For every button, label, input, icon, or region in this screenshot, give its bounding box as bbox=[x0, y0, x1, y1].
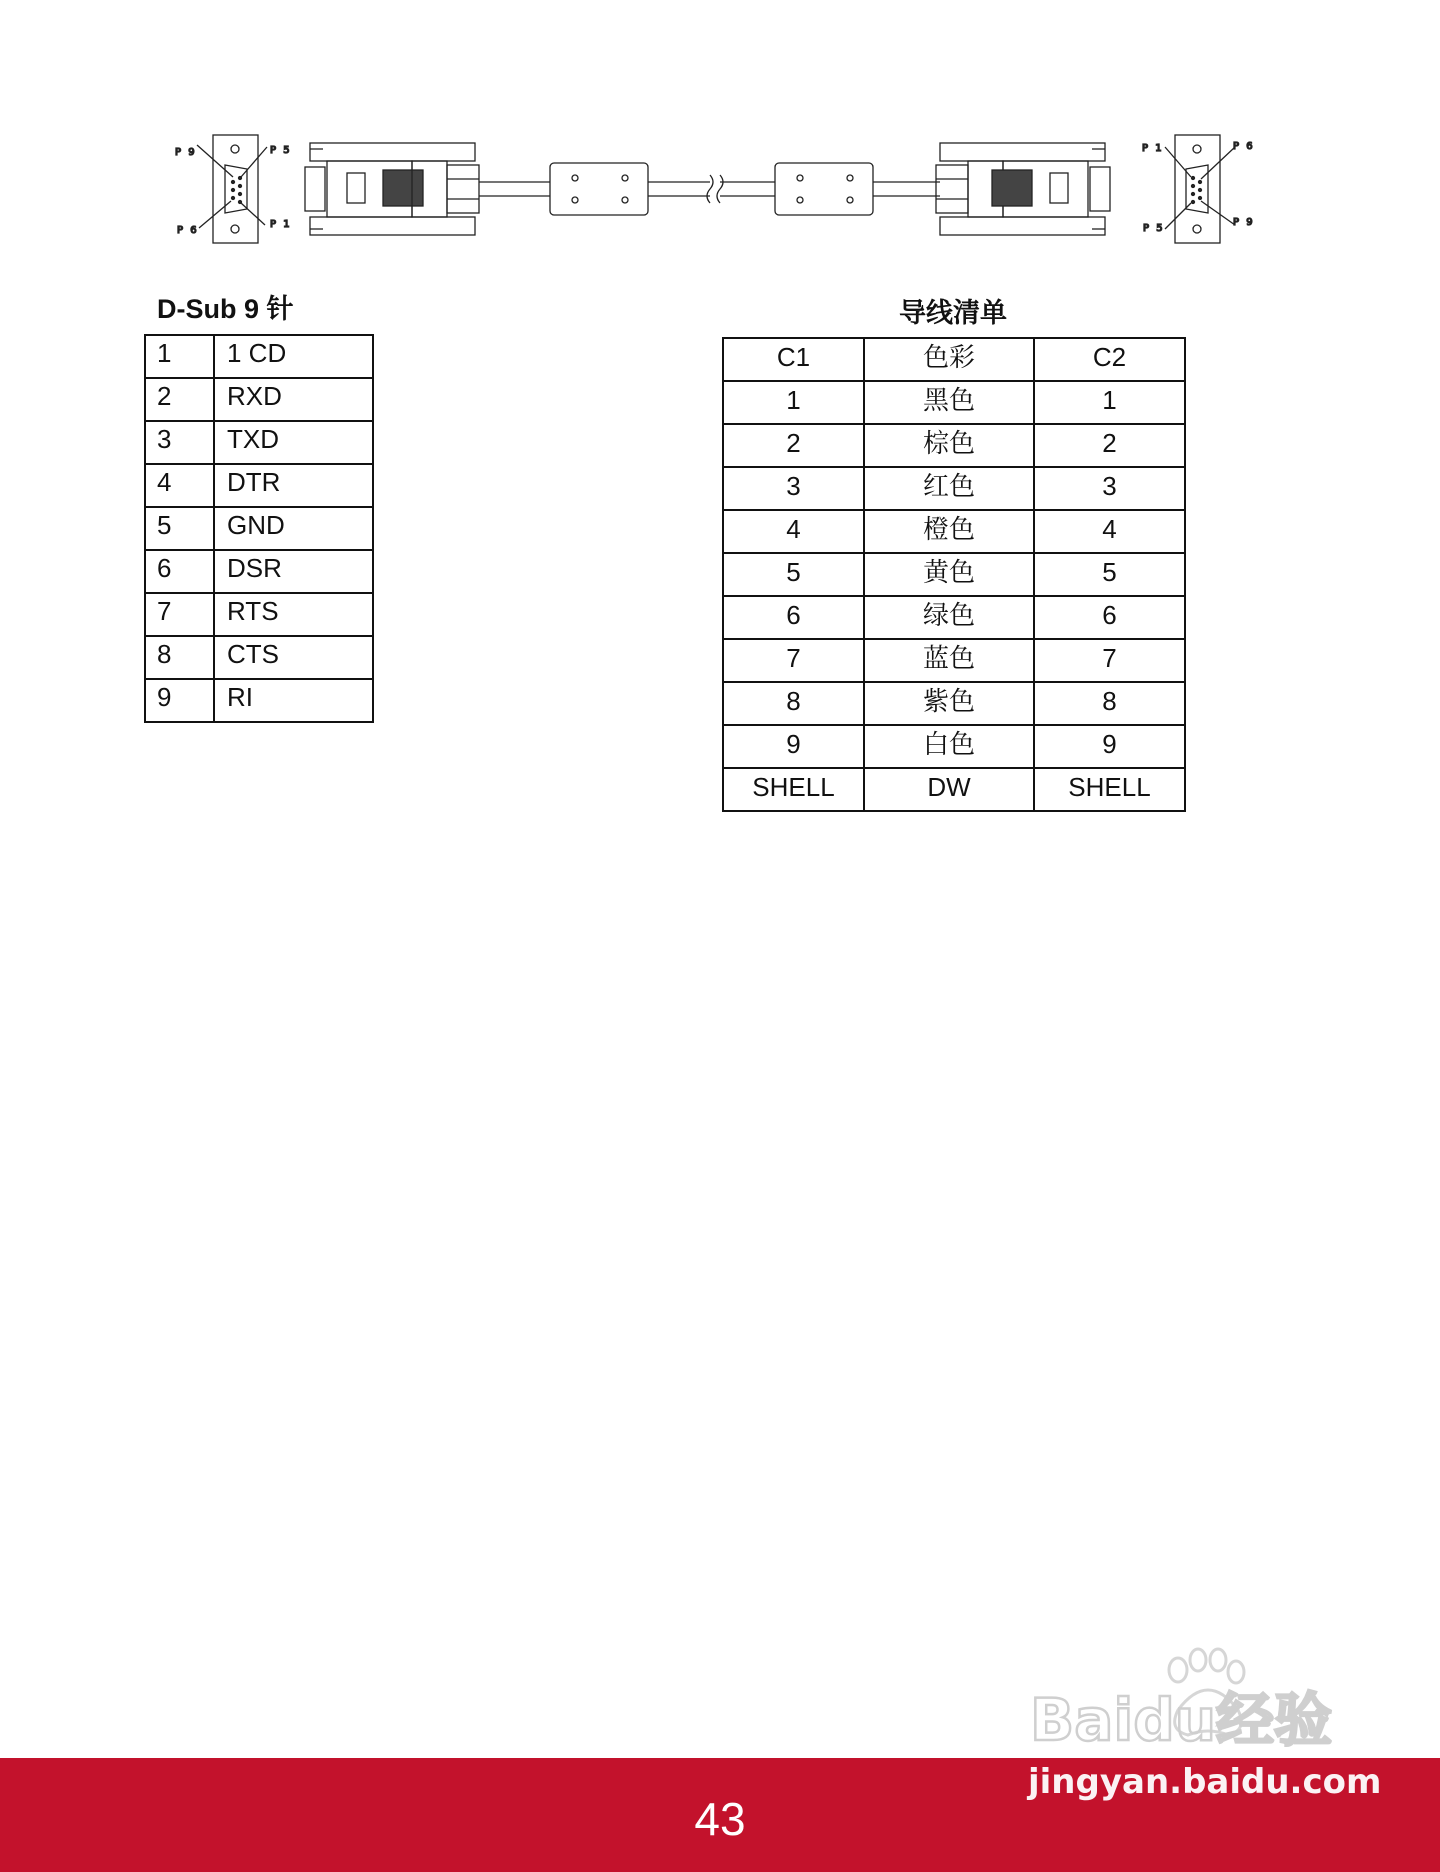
table-row bbox=[145, 550, 373, 593]
table-row bbox=[723, 467, 1185, 510]
pin-signal: TXD bbox=[214, 421, 373, 464]
c2-cell: 3 bbox=[1034, 467, 1185, 510]
color-cell: 白色 bbox=[864, 725, 1034, 768]
c1-cell: 9 bbox=[723, 725, 864, 768]
table-row bbox=[145, 335, 373, 378]
pin-number: 4 bbox=[145, 464, 214, 507]
right-pin-face bbox=[1175, 135, 1220, 243]
left-ferrite bbox=[550, 163, 648, 215]
table-row bbox=[723, 553, 1185, 596]
db9-cable-illustration bbox=[155, 125, 1275, 255]
header-c1: C1 bbox=[723, 338, 864, 381]
label-right-p6: P 6 bbox=[1233, 141, 1255, 152]
label-left-p6: P 6 bbox=[177, 225, 199, 236]
table-row bbox=[723, 768, 1185, 811]
wire-list-table bbox=[722, 337, 1186, 812]
pin-signal: DSR bbox=[214, 550, 373, 593]
c1-cell: 6 bbox=[723, 596, 864, 639]
label-right-p1: P 1 bbox=[1142, 143, 1164, 154]
table-row bbox=[145, 464, 373, 507]
pin-number: 6 bbox=[145, 550, 214, 593]
pin-number: 8 bbox=[145, 636, 214, 679]
table-row bbox=[145, 636, 373, 679]
pin-number: 1 bbox=[145, 335, 214, 378]
header-c2: C2 bbox=[1034, 338, 1185, 381]
table-row bbox=[145, 507, 373, 550]
c1-cell: 7 bbox=[723, 639, 864, 682]
c1-cell: 5 bbox=[723, 553, 864, 596]
color-cell: 棕色 bbox=[864, 424, 1034, 467]
color-cell: 蓝色 bbox=[864, 639, 1034, 682]
c2-cell: 6 bbox=[1034, 596, 1185, 639]
table-row bbox=[723, 725, 1185, 768]
left-screw-bottom bbox=[231, 225, 239, 233]
table-row bbox=[145, 378, 373, 421]
c1-cell: 4 bbox=[723, 510, 864, 553]
c1-cell: 2 bbox=[723, 424, 864, 467]
dsub-pin-table bbox=[144, 334, 374, 723]
pin-number: 9 bbox=[145, 679, 214, 722]
pin-number: 3 bbox=[145, 421, 214, 464]
left-screw-top bbox=[231, 145, 239, 153]
pin-signal: RTS bbox=[214, 593, 373, 636]
color-cell: DW bbox=[864, 768, 1034, 811]
c2-cell: 2 bbox=[1034, 424, 1185, 467]
right-connector bbox=[936, 143, 1110, 235]
label-left-p1: P 1 bbox=[270, 219, 292, 230]
c2-cell: 9 bbox=[1034, 725, 1185, 768]
c1-cell: 8 bbox=[723, 682, 864, 725]
c1-cell: 3 bbox=[723, 467, 864, 510]
pin-number: 7 bbox=[145, 593, 214, 636]
pin-signal: GND bbox=[214, 507, 373, 550]
c2-cell: 5 bbox=[1034, 553, 1185, 596]
table-row bbox=[723, 682, 1185, 725]
label-right-p5: P 5 bbox=[1143, 223, 1165, 234]
c2-cell: 7 bbox=[1034, 639, 1185, 682]
c2-cell: SHELL bbox=[1034, 768, 1185, 811]
left-connector bbox=[305, 143, 479, 235]
pin-signal: DTR bbox=[214, 464, 373, 507]
label-left-p9: P 9 bbox=[175, 147, 197, 158]
right-ferrite bbox=[775, 163, 873, 215]
header-color: 色彩 bbox=[864, 338, 1034, 381]
watermark-brand: Baidu经验 bbox=[1030, 1686, 1333, 1754]
pin-signal: CTS bbox=[214, 636, 373, 679]
c2-cell: 4 bbox=[1034, 510, 1185, 553]
pin-signal: RXD bbox=[214, 378, 373, 421]
wire-list-title: 导线清单 bbox=[899, 298, 1007, 328]
pin-number: 2 bbox=[145, 378, 214, 421]
label-right-p9: P 9 bbox=[1233, 217, 1255, 228]
color-cell: 红色 bbox=[864, 467, 1034, 510]
table-row bbox=[723, 424, 1185, 467]
baidu-watermark-logo bbox=[1028, 1640, 1348, 1760]
c2-cell: 1 bbox=[1034, 381, 1185, 424]
right-dsub-shell bbox=[1186, 165, 1208, 213]
c1-cell: 1 bbox=[723, 381, 864, 424]
table-row bbox=[723, 639, 1185, 682]
c2-cell: 8 bbox=[1034, 682, 1185, 725]
table-header-row bbox=[723, 338, 1185, 381]
table-row bbox=[145, 421, 373, 464]
dsub-title: D-Sub 9 针 bbox=[157, 294, 294, 324]
table-row bbox=[723, 510, 1185, 553]
color-cell: 紫色 bbox=[864, 682, 1034, 725]
color-cell: 黑色 bbox=[864, 381, 1034, 424]
table-row bbox=[145, 593, 373, 636]
page-number: 43 bbox=[694, 1793, 746, 1845]
pin-signal: 1 CD bbox=[214, 335, 373, 378]
table-row bbox=[723, 596, 1185, 639]
watermark-url: jingyan.baidu.com bbox=[1028, 1762, 1382, 1802]
c1-cell: SHELL bbox=[723, 768, 864, 811]
color-cell: 黄色 bbox=[864, 553, 1034, 596]
pin-number: 5 bbox=[145, 507, 214, 550]
color-cell: 橙色 bbox=[864, 510, 1034, 553]
pin-signal: RI bbox=[214, 679, 373, 722]
cable-diagram bbox=[155, 125, 1275, 255]
label-left-p5: P 5 bbox=[270, 145, 292, 156]
color-cell: 绿色 bbox=[864, 596, 1034, 639]
table-row bbox=[145, 679, 373, 722]
left-pin-face bbox=[213, 135, 258, 243]
table-row bbox=[723, 381, 1185, 424]
